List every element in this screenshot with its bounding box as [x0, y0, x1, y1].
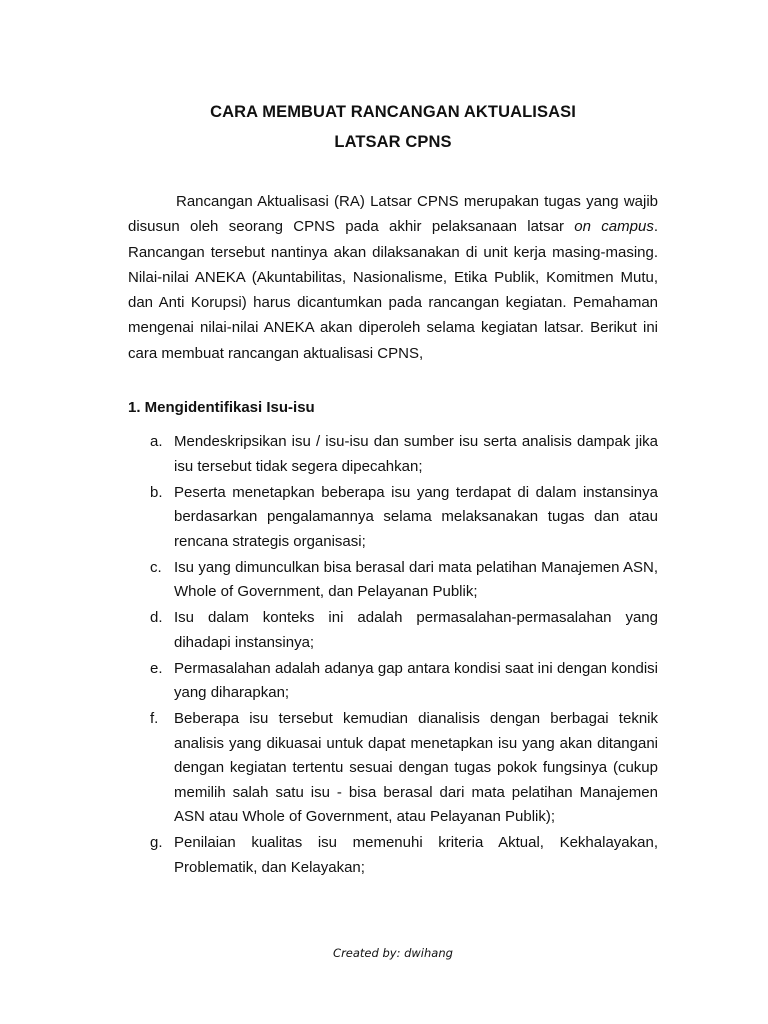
list-item-text: Beberapa isu tersebut kemudian dianalisis dengan berbagai teknik analisis yang dikuasai untuk dapat menetapkan isu yang akan ditangani dengan kegiatan tertentu sesuai dengan tugas pokok fungsinya (cukup memilih salah satu isu - bisa berasal dari mata pelatihan Manajemen ASN atau Whole of Government, atau Pelayanan Publik); — [174, 710, 658, 825]
list-item-text: Permasalahan adalah adanya gap antara kondisi saat ini dengan kondisi yang diharapkan; — [174, 659, 658, 701]
list-item — [128, 606, 658, 655]
list-item-text: Mendeskripsikan isu / isu-isu dan sumber isu serta analisis dampak jika isu tersebut tidak segera dipecahkan; — [174, 433, 658, 475]
intro-text-italic: on campus — [574, 218, 654, 236]
document-subtitle: LATSAR CPNS — [334, 133, 452, 151]
list-item — [128, 556, 658, 605]
list-marker: b. — [150, 483, 163, 501]
list-item — [128, 430, 658, 479]
list-marker: f. — [150, 710, 159, 727]
list-marker: g. — [150, 834, 163, 851]
list-item-text: Penilaian kualitas isu memenuhi kriteria Aktual, Kekhalayakan, Problematik, dan Kelayakan; — [174, 834, 658, 876]
intro-paragraph — [128, 189, 658, 366]
document-title: CARA MEMBUAT RANCANGAN AKTUALISASI — [210, 103, 576, 121]
list-item-text: Isu yang dimunculkan bisa berasal dari mata pelatihan Manajemen ASN, Whole of Government, dan Pelayanan Publik; — [174, 558, 658, 600]
list-marker: a. — [150, 433, 163, 450]
list-item — [128, 657, 658, 706]
list-marker: d. — [150, 609, 163, 626]
intro-text-part2: . Rancangan tersebut nantinya akan dilaksanakan di unit kerja masing-masing. Nilai-nilai ANEKA (Akuntabilitas, Nasionalisme, Etika Publik, Komitmen Mutu, dan Anti Korupsi) harus dicantumkan pada rancangan kegiatan. Pemahaman mengenai nilai-nilai ANEKA akan diperoleh selama kegiatan latsar. Berikut ini cara membuat rancangan aktualisasi CPNS, — [128, 218, 658, 362]
list-item — [128, 831, 658, 880]
section-heading: 1. Mengidentifikasi Isu-isu — [128, 399, 315, 416]
isu-list — [128, 430, 658, 882]
list-marker: c. — [150, 558, 162, 576]
list-item-text: Peserta menetapkan beberapa isu yang terdapat di dalam instansinya berdasarkan pengalamannya selama melaksanakan tugas dan atau rencana strategis organisasi; — [174, 483, 658, 550]
list-marker: e. — [150, 659, 163, 677]
list-item — [128, 481, 658, 555]
list-item — [128, 707, 658, 830]
intro-text-part1: Rancangan Aktualisasi (RA) Latsar CPNS merupakan tugas yang wajib disusun oleh seorang CPNS pada akhir pelaksanaan latsar — [128, 193, 658, 236]
footer-credit: Created by: dwihang — [333, 946, 453, 960]
list-item-text: Isu dalam konteks ini adalah permasalahan-permasalahan yang dihadapi instansinya; — [174, 609, 658, 651]
